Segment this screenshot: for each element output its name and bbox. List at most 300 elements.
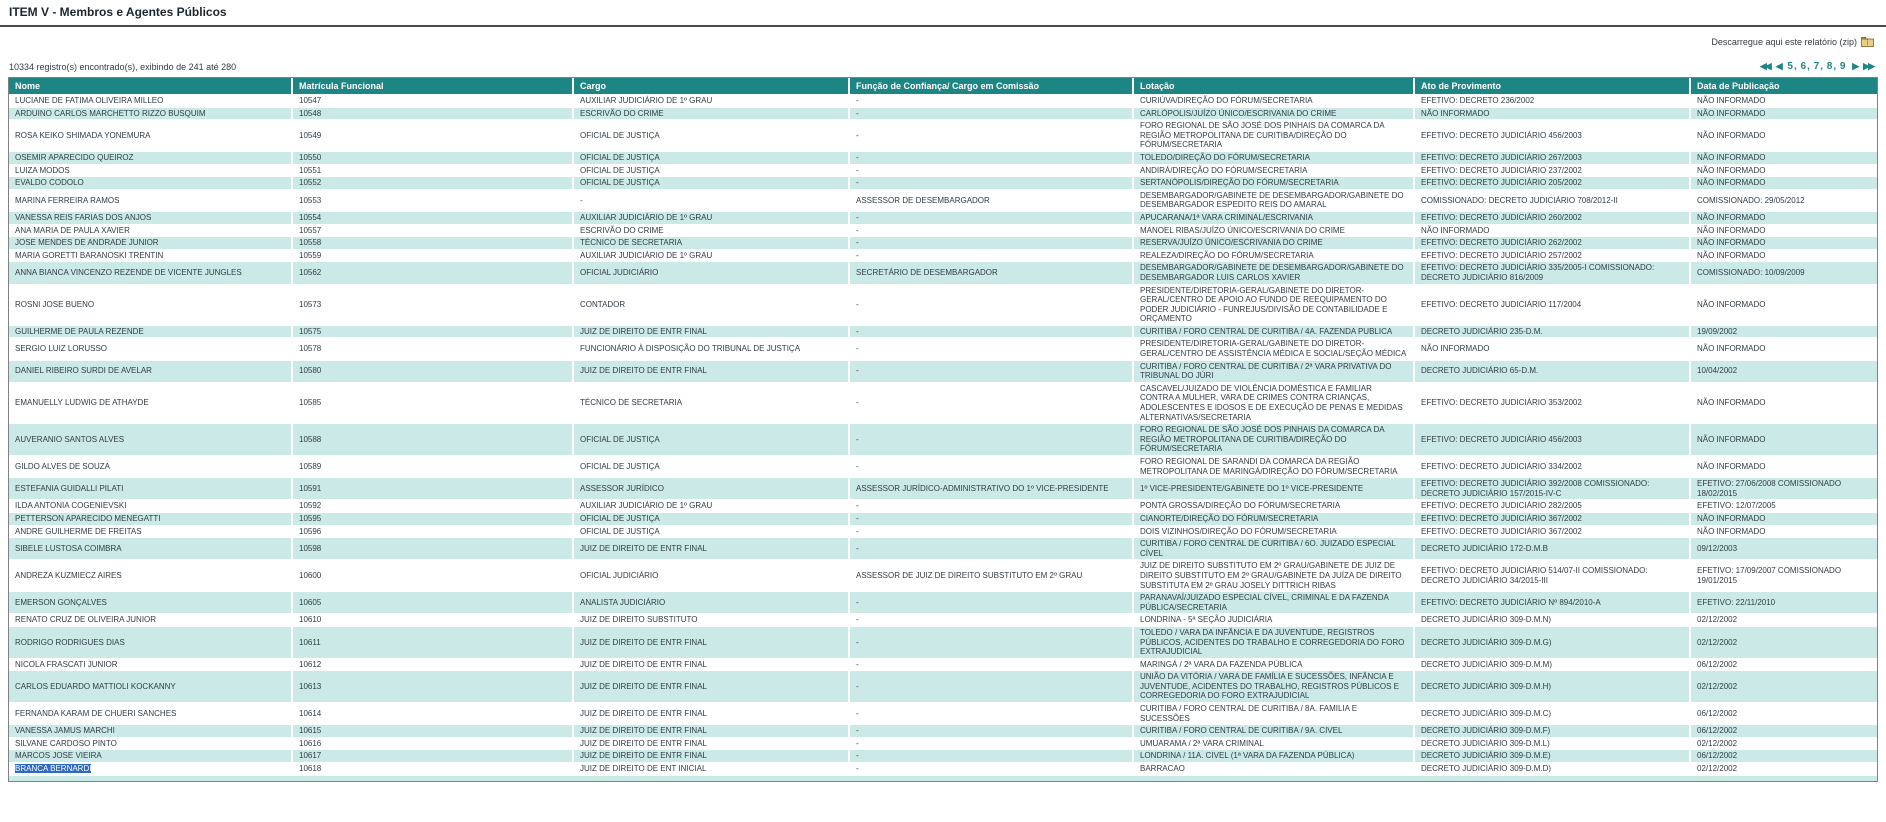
cell-cargo: OFICIAL DE JUSTIÇA xyxy=(574,424,850,456)
cell-funcao: - xyxy=(850,212,1134,225)
cell-data-publicacao: EFETIVO: 27/06/2008 COMISSIONADO 18/02/2015 xyxy=(1691,478,1877,500)
cell-data-publicacao: NÃO INFORMADO xyxy=(1691,526,1877,539)
cell-cargo: JUIZ DE DIREITO DE ENTR FINAL xyxy=(574,738,850,751)
cell-matricula: 10591 xyxy=(293,478,574,500)
cell-matricula: 10589 xyxy=(293,456,574,478)
pagination xyxy=(1757,61,1876,72)
employee-name: SIBELE LUSTOSA COIMBRA xyxy=(15,543,122,553)
employee-name: OSEMIR APARECIDO QUEIROZ xyxy=(15,152,134,162)
cell-matricula: 10552 xyxy=(293,177,574,190)
cell-matricula: 10618 xyxy=(293,763,574,776)
cell-lotacao: CARLÓPOLIS/JUÍZO ÚNICO/ESCRIVANIA DO CRIME xyxy=(1134,108,1415,121)
column-header-nome: Nome xyxy=(9,78,293,95)
table-row xyxy=(9,627,1877,659)
cell-funcao: - xyxy=(850,738,1134,751)
cell-ato: EFETIVO: DECRETO JUDICIÁRIO 367/2002 xyxy=(1415,526,1691,539)
cell-lotacao: CURITIBA / FORO CENTRAL DE CURITIBA / 2ª VARA PRIVATIVA DO TRIBUNAL DO JÚRI xyxy=(1134,361,1415,383)
cell-cargo: JUIZ DE DIREITO DE ENTR FINAL xyxy=(574,750,850,763)
employee-name: EMANUELLY LUDWIG DE ATHAYDE xyxy=(15,398,149,408)
cell-ato: EFETIVO: DECRETO 236/2002 xyxy=(1415,95,1691,108)
cell-matricula: 10575 xyxy=(293,326,574,339)
cell-matricula: 10548 xyxy=(293,108,574,121)
employee-name: LUCIANE DE FATIMA OLIVEIRA MILLEO xyxy=(15,96,164,105)
cell-funcao: - xyxy=(850,750,1134,763)
cell-ato: EFETIVO: DECRETO JUDICIÁRIO 257/2002 xyxy=(1415,250,1691,263)
table-row xyxy=(9,750,1877,763)
cell-ato: DECRETO JUDICIÁRIO 309-D.M.D) xyxy=(1415,763,1691,776)
cell-lotacao: MARINGÁ / 2ª VARA DA FAZENDA PÚBLICA xyxy=(1134,659,1415,672)
cell-nome xyxy=(9,383,293,424)
table-row xyxy=(9,738,1877,751)
cell-funcao: - xyxy=(850,177,1134,190)
table-row xyxy=(9,152,1877,165)
cell-data-publicacao: COMISSIONADO: 10/09/2009 xyxy=(1691,262,1877,284)
cell-matricula: 10578 xyxy=(293,338,574,360)
cell-cargo: OFICIAL DE JUSTIÇA xyxy=(574,177,850,190)
table-row xyxy=(9,456,1877,478)
table-row xyxy=(9,212,1877,225)
prev-page-icon[interactable]: ◀ xyxy=(1775,61,1781,71)
cell-lotacao: TOLEDO / VARA DA INFÂNCIA E DA JUVENTUDE, REGISTROS PÚBLICOS, ACIDENTES DO TRABALHO E CORREGEDORIA DO FORO EXTRAJUDICIAL xyxy=(1134,627,1415,659)
employee-name: MARINA FERREIRA RAMOS xyxy=(15,195,120,205)
cell-funcao: - xyxy=(850,237,1134,250)
cell-funcao: - xyxy=(850,165,1134,178)
pagination-page-7[interactable]: 7 xyxy=(1813,61,1820,72)
cell-ato: DECRETO JUDICIÁRIO 235-D.M. xyxy=(1415,326,1691,339)
column-header-cargo: Cargo xyxy=(574,78,850,95)
table-row xyxy=(9,513,1877,526)
cell-lotacao: PRESIDENTE/DIRETORIA-GERAL/GABINETE DO DIRETOR-GERAL/CENTRO DE ASSISTÊNCIA MÉDICA E SOCIAL/SEÇÃO MÉDICA xyxy=(1134,338,1415,360)
table-row xyxy=(9,326,1877,339)
cell-nome xyxy=(9,95,293,108)
cell-ato: EFETIVO: DECRETO JUDICIÁRIO 117/2004 xyxy=(1415,285,1691,326)
table-row xyxy=(9,538,1877,560)
cell-lotacao: ANDIRÁ/DIREÇÃO DO FÓRUM/SECRETARIA xyxy=(1134,165,1415,178)
employee-name: MARIA GORETTI BARANOSKI TRENTIN xyxy=(15,250,164,260)
cell-data-publicacao: COMISSIONADO: 29/05/2012 xyxy=(1691,190,1877,212)
last-page-icon[interactable]: ▶▶ xyxy=(1863,61,1873,71)
cell-funcao: - xyxy=(850,383,1134,424)
cell-ato: EFETIVO: DECRETO JUDICIÁRIO 262/2002 xyxy=(1415,237,1691,250)
cell-funcao: SECRETÁRIO DE DESEMBARGADOR xyxy=(850,262,1134,284)
cell-nome xyxy=(9,538,293,560)
cell-nome xyxy=(9,750,293,763)
cell-lotacao: CURIÚVA/DIREÇÃO DO FÓRUM/SECRETARIA xyxy=(1134,95,1415,108)
cell-cargo: JUIZ DE DIREITO DE ENTR FINAL xyxy=(574,326,850,339)
cell-data-publicacao: 02/12/2002 xyxy=(1691,738,1877,751)
cell-cargo: JUIZ DE DIREITO DE ENTR FINAL xyxy=(574,671,850,703)
cell-data-publicacao: NÃO INFORMADO xyxy=(1691,513,1877,526)
cell-lotacao: 1º VICE-PRESIDENTE/GABINETE DO 1º VICE-PRESIDENTE xyxy=(1134,478,1415,500)
cell-lotacao: CASCAVEL/JUIZADO DE VIOLÊNCIA DOMÉSTICA E FAMILIAR CONTRA A MULHER, VARA DE CRIMES CONTRA CRIANÇAS, ADOLESCENTES E IDOSOS E DE EXECUÇÃO DE PENAS E MEDIDAS ALTERNATIVAS/SECRETARIA xyxy=(1134,383,1415,424)
cell-funcao: - xyxy=(850,456,1134,478)
cell-ato: DECRETO JUDICIÁRIO 65-D.M. xyxy=(1415,361,1691,383)
cell-funcao: - xyxy=(850,152,1134,165)
pagination-page-9[interactable]: 9 xyxy=(1839,61,1846,72)
cell-cargo: CONTADOR xyxy=(574,285,850,326)
cell-funcao: - xyxy=(850,763,1134,776)
page-title: ITEM V - Membros e Agentes Públicos xyxy=(0,0,1886,27)
cell-cargo: JUIZ DE DIREITO DE ENT INICIAL xyxy=(574,763,850,776)
cell-data-publicacao: 02/12/2002 xyxy=(1691,763,1877,776)
cell-nome xyxy=(9,592,293,614)
cell-lotacao: FORO REGIONAL DE SÃO JOSÉ DOS PINHAIS DA COMARCA DA REGIÃO METROPOLITANA DE CURITIBA/DIREÇÃO DO FÓRUM/SECRETARIA xyxy=(1134,120,1415,152)
cell-cargo: JUIZ DE DIREITO DE ENTR FINAL xyxy=(574,361,850,383)
cell-data-publicacao: NÃO INFORMADO xyxy=(1691,95,1877,108)
cell-lotacao: TOLEDO/DIREÇÃO DO FÓRUM/SECRETARIA xyxy=(1134,152,1415,165)
download-report-link[interactable]: Descarregue aqui este relatório (zip) xyxy=(1711,37,1857,47)
table-row-partial xyxy=(9,776,1877,781)
download-row xyxy=(0,27,1886,49)
cell-lotacao: SERTANÓPOLIS/DIREÇÃO DO FÓRUM/SECRETARIA xyxy=(1134,177,1415,190)
cell-cargo: JUIZ DE DIREITO DE ENTR FINAL xyxy=(574,725,850,738)
first-page-icon[interactable]: ◀◀ xyxy=(1759,61,1770,71)
cell-funcao: - xyxy=(850,285,1134,326)
column-header-data-publicacao: Data de Publicação xyxy=(1691,78,1877,95)
cell-data-publicacao: NÃO INFORMADO xyxy=(1691,237,1877,250)
cell-data-publicacao: 06/12/2002 xyxy=(1691,725,1877,738)
cell-cargo: - xyxy=(574,190,850,212)
cell-cargo: OFICIAL DE JUSTIÇA xyxy=(574,152,850,165)
employee-name: ILDA ANTONIA COGENIEVSKI xyxy=(15,501,127,511)
cell-data-publicacao: NÃO INFORMADO xyxy=(1691,212,1877,225)
employee-name: ARDUINO CARLOS MARCHETTO RIZZO BUSQUIM xyxy=(15,108,206,118)
cell-ato: EFETIVO: DECRETO JUDICIÁRIO 267/2003 xyxy=(1415,152,1691,165)
cell-nome xyxy=(9,212,293,225)
cell-lotacao: CURITIBA / FORO CENTRAL DE CURITIBA / 6O. JUIZADO ESPECIAL CÍVEL xyxy=(1134,538,1415,560)
cell-ato: EFETIVO: DECRETO JUDICIÁRIO Nº 894/2010-A xyxy=(1415,592,1691,614)
cell-lotacao: UNIÃO DA VITÓRIA / VARA DE FAMÍLIA E SUCESSÕES, INFÂNCIA E JUVENTUDE, ACIDENTES DO TRABALHO, REGISTROS PÚBLICOS E CORREGEDORIA DO FORO EXTRAJUDICIAL xyxy=(1134,671,1415,703)
table-row xyxy=(9,338,1877,360)
cell-funcao: - xyxy=(850,361,1134,383)
employee-name: ESTEFANIA GUIDALLI PILATI xyxy=(15,483,124,493)
cell-matricula: 10611 xyxy=(293,627,574,659)
cell-lotacao: FORO REGIONAL DE SARANDI DA COMARCA DA REGIÃO METROPOLITANA DE MARINGÁ/DIREÇÃO DO FÓRUM/SECRETARIA xyxy=(1134,456,1415,478)
cell-ato: EFETIVO: DECRETO JUDICIÁRIO 335/2005-I COMISSIONADO: DECRETO JUDICIÁRIO 816/2009 xyxy=(1415,262,1691,284)
cell-funcao: - xyxy=(850,108,1134,121)
table-row xyxy=(9,285,1877,326)
cell-matricula: 10551 xyxy=(293,165,574,178)
cell-nome xyxy=(9,627,293,659)
cell-matricula: 10616 xyxy=(293,738,574,751)
cell-lotacao: LONDRINA / 11A. CIVEL (1ª VARA DA FAZENDA PÚBLICA) xyxy=(1134,750,1415,763)
cell-cargo: OFICIAL DE JUSTIÇA xyxy=(574,165,850,178)
cell-cargo: OFICIAL JUDICIÁRIO xyxy=(574,262,850,284)
employee-name: MARCOS JOSE VIEIRA xyxy=(15,751,102,761)
cell-cargo: JUIZ DE DIREITO DE ENTR FINAL xyxy=(574,659,850,672)
cell-lotacao: BARRACAO xyxy=(1134,763,1415,776)
employee-name: GUILHERME DE PAULA REZENDE xyxy=(15,326,144,336)
cell-ato: DECRETO JUDICIÁRIO 309-D.M.L) xyxy=(1415,738,1691,751)
cell-funcao: - xyxy=(850,120,1134,152)
cell-matricula: 10588 xyxy=(293,424,574,456)
table-row xyxy=(9,671,1877,703)
cell-ato: EFETIVO: DECRETO JUDICIÁRIO 456/2003 xyxy=(1415,424,1691,456)
cell-matricula: 10573 xyxy=(293,285,574,326)
cell-data-publicacao: 02/12/2002 xyxy=(1691,627,1877,659)
cell-matricula: 10580 xyxy=(293,361,574,383)
table-row xyxy=(9,424,1877,456)
cell-funcao: - xyxy=(850,659,1134,672)
cell-ato: DECRETO JUDICIÁRIO 309-D.M.F) xyxy=(1415,725,1691,738)
cell-ato: EFETIVO: DECRETO JUDICIÁRIO 353/2002 xyxy=(1415,383,1691,424)
cell-matricula: 10596 xyxy=(293,526,574,539)
employee-name: SILVANE CARDOSO PINTO xyxy=(15,738,117,748)
cell-ato: EFETIVO: DECRETO JUDICIÁRIO 282/2005 xyxy=(1415,500,1691,513)
cell-funcao: ASSESSOR DE JUIZ DE DIREITO SUBSTITUTO EM 2º GRAU xyxy=(850,560,1134,592)
cell-ato: NÃO INFORMADO xyxy=(1415,225,1691,238)
employee-name: LUIZA MODOS xyxy=(15,165,70,175)
cell-funcao: - xyxy=(850,627,1134,659)
cell-nome xyxy=(9,738,293,751)
cell-cargo: OFICIAL JUDICIÁRIO xyxy=(574,560,850,592)
employee-name: ROSA KEIKO SHIMADA YONEMURA xyxy=(15,130,151,140)
pagination-pages: 5, 6, 7, 8, 9 xyxy=(1787,61,1846,72)
next-page-icon[interactable]: ▶ xyxy=(1852,61,1858,71)
employee-name: RODRIGO RODRIGUES DIAS xyxy=(15,637,125,647)
cell-cargo: AUXILIAR JUDICIÁRIO DE 1º GRAU xyxy=(574,500,850,513)
cell-funcao: - xyxy=(850,250,1134,263)
cell-nome xyxy=(9,526,293,539)
cell-lotacao: LONDRINA - 5ª SEÇÃO JUDICIÁRIA xyxy=(1134,614,1415,627)
cell-lotacao: UMUARAMA / 2ª VARA CRIMINAL xyxy=(1134,738,1415,751)
cell-cargo: ESCRIVÃO DO CRIME xyxy=(574,108,850,121)
column-header-ato: Ato de Provimento xyxy=(1415,78,1691,95)
cell-matricula: 10617 xyxy=(293,750,574,763)
cell-ato: DECRETO JUDICIÁRIO 172-D.M.B xyxy=(1415,538,1691,560)
cell-nome xyxy=(9,237,293,250)
cell-nome xyxy=(9,190,293,212)
cell-funcao: - xyxy=(850,424,1134,456)
cell-funcao: ASSESSOR JURÍDICO-ADMINISTRATIVO DO 1º VICE-PRESIDENTE xyxy=(850,478,1134,500)
cell-cargo: JUIZ DE DIREITO DE ENTR FINAL xyxy=(574,703,850,725)
cell-cargo: OFICIAL DE JUSTIÇA xyxy=(574,513,850,526)
cell-ato: DECRETO JUDICIÁRIO 309-D.M.H) xyxy=(1415,671,1691,703)
cell-nome xyxy=(9,560,293,592)
cell-nome xyxy=(9,152,293,165)
table-body xyxy=(9,95,1877,781)
cell-lotacao: DESEMBARGADOR/GABINETE DE DESEMBARGADOR/GABINETE DO DESEMBARGADOR LUIS CARLOS XAVIER xyxy=(1134,262,1415,284)
table-row xyxy=(9,237,1877,250)
column-header-funcao: Função de Confiança/ Cargo em Comissão xyxy=(850,78,1134,95)
cell-nome xyxy=(9,262,293,284)
cell-data-publicacao: NÃO INFORMADO xyxy=(1691,120,1877,152)
cell-matricula: 10612 xyxy=(293,659,574,672)
cell-cargo: ASSESSOR JURÍDICO xyxy=(574,478,850,500)
employee-name: NICOLA FRASCATI JUNIOR xyxy=(15,659,118,669)
cell-cargo: FUNCIONÁRIO À DISPOSIÇÃO DO TRIBUNAL DE JUSTIÇA xyxy=(574,338,850,360)
table-row xyxy=(9,108,1877,121)
cell-nome xyxy=(9,500,293,513)
cell-lotacao: REALEZA/DIREÇÃO DO FÓRUM/SECRETARIA xyxy=(1134,250,1415,263)
employee-name: EVALDO CODOLO xyxy=(15,178,84,188)
cell-matricula: 10610 xyxy=(293,614,574,627)
cell-funcao: - xyxy=(850,513,1134,526)
table-row xyxy=(9,500,1877,513)
cell-matricula: 10557 xyxy=(293,225,574,238)
cell-funcao: - xyxy=(850,725,1134,738)
cell-ato: EFETIVO: DECRETO JUDICIÁRIO 367/2002 xyxy=(1415,513,1691,526)
cell-nome xyxy=(9,763,293,776)
cell-nome xyxy=(9,478,293,500)
cell-data-publicacao: NÃO INFORMADO xyxy=(1691,285,1877,326)
cell-cargo: AUXILIAR JUDICIÁRIO DE 1º GRAU xyxy=(574,212,850,225)
cell-data-publicacao: 06/12/2002 xyxy=(1691,659,1877,672)
cell-cargo: OFICIAL DE JUSTIÇA xyxy=(574,120,850,152)
cell-lotacao: CURITIBA / FORO CENTRAL DE CURITIBA / 9A. CIVEL xyxy=(1134,725,1415,738)
zip-folder-icon[interactable] xyxy=(1861,36,1874,49)
cell-data-publicacao: EFETIVO: 22/11/2010 xyxy=(1691,592,1877,614)
column-header-lotacao: Lotação xyxy=(1134,78,1415,95)
cell-cargo: JUIZ DE DIREITO DE ENTR FINAL xyxy=(574,538,850,560)
cell-nome xyxy=(9,424,293,456)
cell-data-publicacao: NÃO INFORMADO xyxy=(1691,177,1877,190)
cell-funcao: - xyxy=(850,500,1134,513)
cell-cargo: TÉCNICO DE SECRETARIA xyxy=(574,237,850,250)
cell-cargo: OFICIAL DE JUSTIÇA xyxy=(574,526,850,539)
cell-cargo: JUIZ DE DIREITO DE ENTR FINAL xyxy=(574,627,850,659)
table-row xyxy=(9,659,1877,672)
cell-matricula: 10559 xyxy=(293,250,574,263)
cell-ato: EFETIVO: DECRETO JUDICIÁRIO 205/2002 xyxy=(1415,177,1691,190)
cell-funcao: - xyxy=(850,592,1134,614)
cell-ato: EFETIVO: DECRETO JUDICIÁRIO 514/07-II COMISSIONADO: DECRETO JUDICIÁRIO 34/2015-III xyxy=(1415,560,1691,592)
employee-name: ANNA BIANCA VINCENZO REZENDE DE VICENTE JUNGLES xyxy=(15,268,242,278)
cell-funcao: - xyxy=(850,326,1134,339)
table-row xyxy=(9,614,1877,627)
records-info: 10334 registro(s) encontrado(s), exibindo de 241 até 280 xyxy=(9,62,237,72)
cell-ato: EFETIVO: DECRETO JUDICIÁRIO 237/2002 xyxy=(1415,165,1691,178)
employee-name: SERGIO LUIZ LORUSSO xyxy=(15,344,108,354)
cell-lotacao: APUCARANA/1ª VARA CRIMINAL/ESCRIVANIA xyxy=(1134,212,1415,225)
table-row xyxy=(9,190,1877,212)
cell-matricula: 10600 xyxy=(293,560,574,592)
cell-matricula: 10562 xyxy=(293,262,574,284)
table-row xyxy=(9,250,1877,263)
cell-data-publicacao: NÃO INFORMADO xyxy=(1691,250,1877,263)
table-header-row xyxy=(9,78,1877,95)
cell-data-publicacao: NÃO INFORMADO xyxy=(1691,456,1877,478)
cell-nome xyxy=(9,703,293,725)
cell-data-publicacao: NÃO INFORMADO xyxy=(1691,383,1877,424)
cell-cargo: JUIZ DE DIREITO SUBSTITUTO xyxy=(574,614,850,627)
cell-funcao: - xyxy=(850,225,1134,238)
cell-nome xyxy=(9,659,293,672)
cell-nome xyxy=(9,725,293,738)
cell-lotacao: CIANORTE/DIREÇÃO DO FÓRUM/SECRETARIA xyxy=(1134,513,1415,526)
table-row xyxy=(9,526,1877,539)
cell-matricula: 10615 xyxy=(293,725,574,738)
table-row xyxy=(9,95,1877,108)
cell-nome xyxy=(9,165,293,178)
members-table xyxy=(8,77,1878,782)
cell-ato: EFETIVO: DECRETO JUDICIÁRIO 392/2008 COMISSIONADO: DECRETO JUDICIÁRIO 157/2015-IV-C xyxy=(1415,478,1691,500)
cell-ato: NÃO INFORMADO xyxy=(1415,108,1691,121)
cell-nome xyxy=(9,456,293,478)
cell-ato: EFETIVO: DECRETO JUDICIÁRIO 334/2002 xyxy=(1415,456,1691,478)
employee-name: DANIEL RIBEIRO SURDI DE AVELAR xyxy=(15,366,152,376)
cell-nome xyxy=(9,285,293,326)
cell-matricula: 10558 xyxy=(293,237,574,250)
cell-data-publicacao: 02/12/2002 xyxy=(1691,671,1877,703)
pagination-page-5[interactable]: 5 xyxy=(1787,61,1793,72)
cell-nome xyxy=(9,361,293,383)
cell-nome xyxy=(9,250,293,263)
table-row xyxy=(9,262,1877,284)
cell-ato: NÃO INFORMADO xyxy=(1415,338,1691,360)
cell-ato: DECRETO JUDICIÁRIO 309-D.M.G) xyxy=(1415,627,1691,659)
table-row xyxy=(9,703,1877,725)
table-row xyxy=(9,177,1877,190)
cell-matricula: 10614 xyxy=(293,703,574,725)
cell-lotacao: PRESIDENTE/DIRETORIA-GERAL/GABINETE DO DIRETOR-GERAL/CENTRO DE APOIO AO FUNDO DE REEQUIPAMENTO DO PODER JUDICIÁRIO - FUNREJUS/DIVISÃO DE CONTABILIDADE E ORÇAMENTO xyxy=(1134,285,1415,326)
cell-funcao: - xyxy=(850,538,1134,560)
column-header-matricula: Matrícula Funcional xyxy=(293,78,574,95)
cell-funcao: - xyxy=(850,338,1134,360)
cell-lotacao: DOIS VIZINHOS/DIREÇÃO DO FÓRUM/SECRETARIA xyxy=(1134,526,1415,539)
cell-data-publicacao: 02/12/2002 xyxy=(1691,614,1877,627)
cell-matricula: 10547 xyxy=(293,95,574,108)
cell-matricula: 10595 xyxy=(293,513,574,526)
cell-funcao: - xyxy=(850,95,1134,108)
cell-nome xyxy=(9,614,293,627)
cell-data-publicacao: NÃO INFORMADO xyxy=(1691,152,1877,165)
cell-matricula: 10598 xyxy=(293,538,574,560)
cell-lotacao: FORO REGIONAL DE SÃO JOSÉ DOS PINHAIS DA COMARCA DA REGIÃO METROPOLITANA DE CURITIBA/DIREÇÃO DO FÓRUM/SECRETARIA xyxy=(1134,424,1415,456)
cell-data-publicacao: 09/12/2003 xyxy=(1691,538,1877,560)
cell-matricula: 10605 xyxy=(293,592,574,614)
cell-nome xyxy=(9,108,293,121)
cell-ato: DECRETO JUDICIÁRIO 309-D.M.M) xyxy=(1415,659,1691,672)
cell-ato: DECRETO JUDICIÁRIO 309-D.M.C) xyxy=(1415,703,1691,725)
cell-lotacao: RESERVA/JUÍZO ÚNICO/ESCRIVANIA DO CRIME xyxy=(1134,237,1415,250)
cell-nome xyxy=(9,120,293,152)
pagination-page-8[interactable]: 8 xyxy=(1826,61,1833,72)
cell-cargo: OFICIAL DE JUSTIÇA xyxy=(574,456,850,478)
cell-funcao: ASSESSOR DE DESEMBARGADOR xyxy=(850,190,1134,212)
table-row xyxy=(9,560,1877,592)
cell-nome xyxy=(9,225,293,238)
cell-lotacao: PONTA GROSSA/DIREÇÃO DO FÓRUM/SECRETARIA xyxy=(1134,500,1415,513)
cell-data-publicacao: NÃO INFORMADO xyxy=(1691,225,1877,238)
employee-name: VANESSA JAMUS MARCHI xyxy=(15,726,115,736)
cell-ato: DECRETO JUDICIÁRIO 309-D.M.N) xyxy=(1415,614,1691,627)
cell-lotacao: CURITIBA / FORO CENTRAL DE CURITIBA / 4A. FAZENDA PUBLICA xyxy=(1134,326,1415,339)
cell-data-publicacao: 19/09/2002 xyxy=(1691,326,1877,339)
employee-name: CARLOS EDUARDO MATTIOLI KOCKANNY xyxy=(15,681,176,691)
cell-data-publicacao: EFETIVO: 12/07/2005 xyxy=(1691,500,1877,513)
cell-data-publicacao: NÃO INFORMADO xyxy=(1691,108,1877,121)
cell-ato: EFETIVO: DECRETO JUDICIÁRIO 260/2002 xyxy=(1415,212,1691,225)
pagination-page-6[interactable]: 6 xyxy=(1800,61,1807,72)
cell-lotacao: MANOEL RIBAS/JUÍZO ÚNICO/ESCRIVANIA DO CRIME xyxy=(1134,225,1415,238)
employee-name: ANDRE GUILHERME DE FREITAS xyxy=(15,526,142,536)
cell-matricula: 10550 xyxy=(293,152,574,165)
cell-cargo: AUXILIAR JUDICIÁRIO DE 1º GRAU xyxy=(574,250,850,263)
cell-cargo: ANALISTA JUDICIÁRIO xyxy=(574,592,850,614)
cell-data-publicacao: NÃO INFORMADO xyxy=(1691,338,1877,360)
cell-ato: EFETIVO: DECRETO JUDICIÁRIO 456/2003 xyxy=(1415,120,1691,152)
cell-lotacao: JUIZ DE DIREITO SUBSTITUTO EM 2º GRAU/GABINETE DE JUIZ DE DIREITO SUBSTITUTO EM 2º GRAU/GABINETE DA JUÍZA DE DIREITO SUBSTITUTA EM 2º GRAU JOSELY DITTRICH RIBAS xyxy=(1134,560,1415,592)
employee-name: FERNANDA KARAM DE CHUERI SANCHES xyxy=(15,708,177,718)
employee-name: EMERSON GONÇALVES xyxy=(15,597,107,607)
employee-name: ROSNI JOSE BUENO xyxy=(15,299,95,309)
cell-cargo: ESCRIVÃO DO CRIME xyxy=(574,225,850,238)
cell-matricula: 10549 xyxy=(293,120,574,152)
employee-name: BRANCA BERNARDI xyxy=(15,764,92,774)
cell-nome xyxy=(9,671,293,703)
table-row xyxy=(9,763,1877,776)
